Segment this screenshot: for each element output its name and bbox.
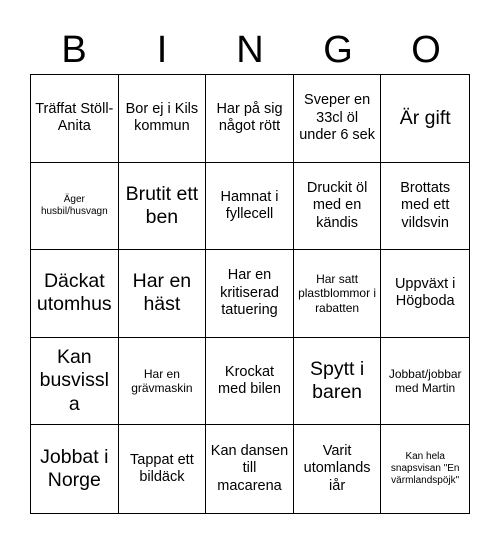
bingo-cell[interactable]: Har en kritiserad tatuering [206,250,294,338]
bingo-cell[interactable]: Har på sig något rött [206,75,294,163]
bingo-cell[interactable]: Brottats med ett vildsvin [381,163,469,251]
bingo-cell[interactable]: Bor ej i Kils kommun [119,75,207,163]
bingo-cell[interactable]: Har en grävmaskin [119,338,207,426]
header-letter-i: I [156,29,168,71]
header-letter-o: O [411,29,441,71]
bingo-cell[interactable]: Spytt i baren [294,338,382,426]
bingo-cell[interactable]: Äger husbil/husvagn [31,163,119,251]
header-letter-b: B [61,29,87,71]
bingo-cell[interactable]: Tappat ett bildäck [119,425,207,513]
bingo-header [30,28,470,72]
bingo-cell[interactable]: Krockat med bilen [206,338,294,426]
bingo-cell[interactable]: Är gift [381,75,469,163]
bingo-cell[interactable]: Har en häst [119,250,207,338]
bingo-cell[interactable]: Kan busvissla [31,338,119,426]
header-letter-n: N [236,29,264,71]
bingo-cell[interactable]: Sveper en 33cl öl under 6 sek [294,75,382,163]
bingo-board [30,74,470,514]
bingo-cell[interactable]: Däckat utomhus [31,250,119,338]
bingo-cell[interactable]: Träffat Stöll-Anita [31,75,119,163]
bingo-cell[interactable]: Jobbat i Norge [31,425,119,513]
bingo-cell[interactable]: Kan dansen till macarena [206,425,294,513]
header-letter-g: G [323,29,353,71]
bingo-cell[interactable]: Hamnat i fyllecell [206,163,294,251]
bingo-cell[interactable]: Kan hela snapsvisan "En värmlandspöjk" [390,451,460,487]
bingo-cell[interactable]: Brutit ett ben [119,163,207,251]
bingo-cell[interactable]: Druckit öl med en kändis [294,163,382,251]
bingo-cell[interactable]: Varit utomlands iår [294,425,382,513]
bingo-cell[interactable]: Jobbat/jobbar med Martin [381,338,469,426]
bingo-cell[interactable]: Har satt plastblommor i rabatten [294,250,382,338]
bingo-cell[interactable]: Uppväxt i Högboda [381,250,469,338]
